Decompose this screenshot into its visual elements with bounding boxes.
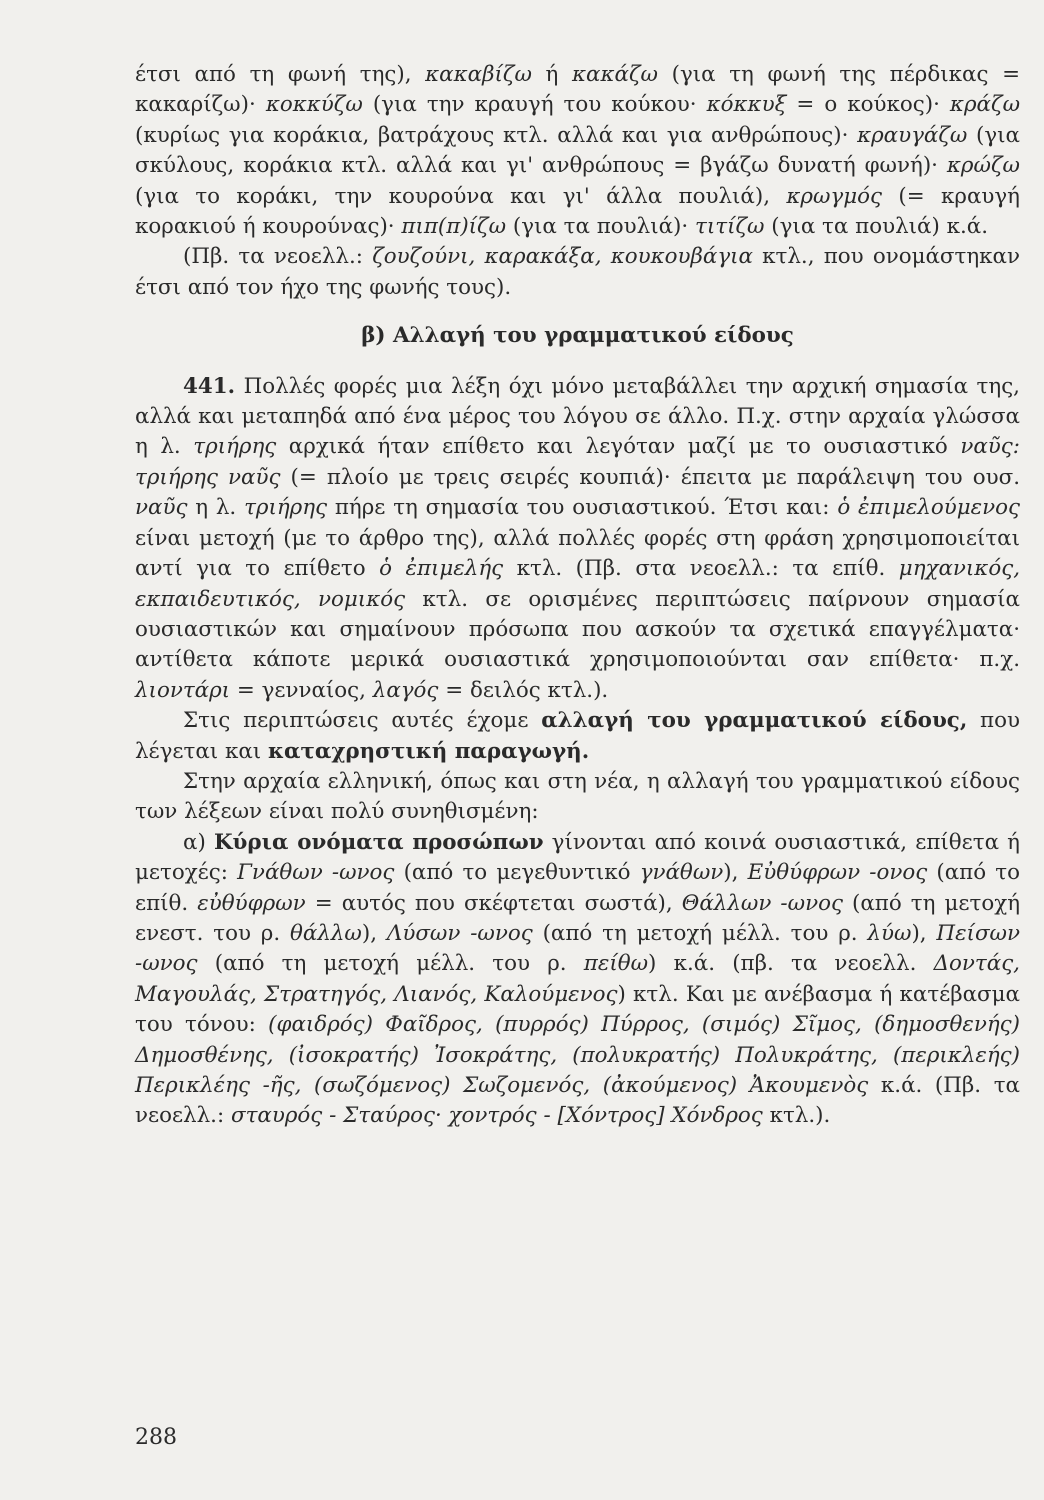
word-italic: Λύσων -ωνος: [386, 920, 533, 946]
page-body: [135, 60, 1020, 1132]
text-run: = αυτός που σκέφτεται σωστά),: [305, 890, 682, 916]
section-heading: β) Αλλαγή του γραμματικού είδους: [361, 323, 794, 349]
text-run: η λ.: [187, 495, 245, 521]
text-run: (= κραυγή κορακιού ή κουρούνας)·: [135, 183, 1020, 240]
paragraph-compare-modern: [135, 242, 1020, 303]
text-run: = γενναίος,: [230, 677, 373, 703]
text-run: ) κτλ. Και με ανέβασμα ή κατέβασμα του τόνου:: [135, 981, 1021, 1038]
text-run: κτλ.).: [762, 1103, 831, 1129]
text-run: (από τη μετοχή ενεστ. του ρ.: [135, 890, 1021, 946]
word-italic: ὁ ἐπιμελής: [379, 556, 504, 582]
text-run: (από τη μετοχή μέλλ. του ρ.: [532, 920, 868, 946]
word-italic: Θάλλων -ωνος: [681, 890, 843, 916]
text-run: κτλ., που ονομάστηκαν έτσι από τον ήχο της φωνής τους).: [135, 244, 1020, 300]
text-run: (από το μεγεθυντικό: [394, 860, 640, 886]
word-italic: τιτίζω: [695, 214, 765, 240]
text-run: είναι μετοχή (με το άρθρο της), αλλά πολλές φορές στη φράση χρησιμοποιείται αντί για το επίθετο: [135, 525, 1020, 582]
text-run: Στις περιπτώσεις αυτές έχομε: [183, 708, 542, 734]
text-run: Πολλές φορές μια λέξη όχι μόνο μεταβάλλει την αρχική σημασία της, αλλά και μεταπηδά από ένα μέρος του λόγου σε άλλο. Π.χ. στην αρχαία γλώσσα η λ.: [135, 373, 1020, 460]
word-italic: τριήρης: [193, 434, 277, 460]
word-italic: Πείσων -ωνος: [135, 920, 1020, 977]
word-italic: κακαβίζω: [425, 62, 532, 87]
word-italic: Εὐθύφρων -ονος: [747, 860, 928, 886]
text-run: (Πβ. τα νεοελλ.:: [183, 244, 373, 270]
text-run: (για την κραυγή του κούκου·: [362, 92, 707, 118]
term-bold: Κύρια ονόματα προσώπων: [213, 829, 544, 855]
word-italic: λιοντάρι: [135, 677, 231, 703]
term-bold: καταχρηστική παραγωγή.: [267, 738, 590, 764]
paragraph-proper-names: [135, 828, 1020, 1132]
text-run: (από τη μετοχή μέλλ. του ρ.: [197, 951, 584, 977]
paragraph-441: [135, 372, 1020, 706]
word-italic: εὐθύφρων: [197, 890, 306, 916]
word-italic: γνάθων: [639, 860, 724, 886]
text-run: (για τα πουλιά)·: [506, 214, 696, 240]
text-run: ),: [911, 920, 937, 946]
text-run: ),: [723, 860, 748, 886]
text-run: (= πλοίο με τρεις σειρές κουπιά)· έπειτα με παράλειψη του ουσ.: [280, 464, 1021, 490]
text-run: ) κ.ά. (πβ. τα νεοελλ.: [648, 951, 934, 977]
word-italic: ναῦς: [135, 495, 188, 521]
text-run: πήρε τη σημασία του ουσιαστικού. Έτσι και:: [327, 495, 838, 521]
text-run: που λέγεται και: [135, 708, 1020, 764]
word-italic: λύω: [867, 920, 912, 946]
text-run: ή: [531, 62, 572, 87]
word-italic: πιπ(π)ίζω: [401, 214, 507, 240]
word-italic: ζουζούνι, καρακάξα, κουκουβάγια: [372, 244, 753, 270]
word-italic: Δοντάς, Μαγουλάς, Στρατηγός, Λιανός, Καλούμενος: [135, 951, 1020, 1007]
term-bold: αλλαγή του γραμματικού είδους,: [541, 708, 968, 734]
word-italic: ναῦς: τριήρης ναῦς: [135, 434, 1020, 490]
text-run: κ.ά. (Πβ. τα νεοελλ.:: [135, 1073, 1020, 1129]
section-number: 441.: [183, 373, 236, 399]
text-run: α): [183, 829, 214, 855]
text-run: (κυρίως για κοράκια, βατράχους κτλ. αλλά και για ανθρώπους)·: [135, 122, 858, 148]
paragraph-onomatopoeia: [135, 60, 1020, 242]
page-number: 288: [135, 1425, 177, 1450]
word-italic: κράζω: [949, 92, 1021, 118]
text-run: έτσι από τη φωνή της),: [135, 62, 426, 87]
word-italic: θάλλω: [290, 920, 362, 946]
text-run: = δειλός κτλ.).: [438, 677, 609, 703]
word-italic: κρωγμός: [786, 183, 882, 209]
text-run: (από το επίθ.: [135, 860, 1020, 916]
word-italic: κόκκυξ: [706, 92, 787, 118]
paragraph-common: Στην αρχαία ελληνική, όπως και στη νέα, η αλλαγή του γραμματικού είδους των λέξεων είναι πολύ συνηθισμένη:: [135, 768, 1020, 825]
word-italic: κοκκύζω: [265, 92, 363, 118]
word-italic: τριήρης: [244, 495, 328, 521]
word-italic: σταυρός - Σταύρος· χοντρός - [Χόντρος] Χόνδρος: [230, 1103, 763, 1129]
word-italic: (φαιδρός) Φαῖδρος, (πυρρός) Πύρρος, (σιμός) Σῖμος, (δημοσθενής) Δημοσθένης, (ἰσοκρατής) Ἰσοκράτης, (πολυκρατής) Πολυκράτης, (περικλεής) Περικλέης -ῆς, (σωζόμενος) Σωζομενός, (ἀκούμενος) Ἀκουμενὸς: [135, 1012, 1020, 1098]
word-italic: κραυγάζω: [857, 122, 968, 148]
word-italic: μηχανικός, εκπαιδευτικός, νομικός: [135, 556, 1020, 612]
text-run: (για σκύλους, κοράκια κτλ. αλλά και γι' ανθρώπους = βγάζω δυνατή φωνή)·: [135, 122, 1020, 179]
text-run: αρχικά ήταν επίθετο και λεγόταν μαζί με το ουσιαστικό: [276, 434, 961, 460]
word-italic: πείθω: [583, 951, 649, 977]
word-italic: Γνάθων -ωνος: [237, 860, 395, 886]
text-run: κτλ. σε ορισμένες περιπτώσεις παίρνουν σημασία ουσιαστικών και σημαίνουν πρόσωπα που ασκούν τα σχετικά επαγγέλματα· αντίθετα κάποτε μερικά ουσιαστικά χρησιμοποιούνται σαν επίθετα· π.χ.: [135, 586, 1020, 673]
word-italic: κακάζω: [572, 62, 658, 87]
text-run: (για τα πουλιά) κ.ά.: [764, 214, 989, 240]
word-italic: κρώζω: [946, 153, 1020, 179]
text-run: κτλ. (Πβ. στα νεοελλ.: τα επίθ.: [503, 556, 899, 582]
text-run: γίνονται από κοινά ουσιαστικά, επίθετα ή μετοχές:: [135, 829, 1020, 886]
text-run: = ο κούκος)·: [786, 92, 950, 118]
paragraph-definition: [135, 706, 1020, 767]
text-run: (για τη φωνή της πέρδικας = κακαρίζω)·: [135, 62, 1020, 118]
word-italic: ὁ ἐπιμελούμενος: [837, 495, 1020, 521]
text-run: ),: [361, 920, 387, 946]
word-italic: λαγός: [372, 677, 439, 703]
text-run: (για το κοράκι, την κουρούνα και γι' άλλα πουλιά),: [135, 183, 787, 209]
